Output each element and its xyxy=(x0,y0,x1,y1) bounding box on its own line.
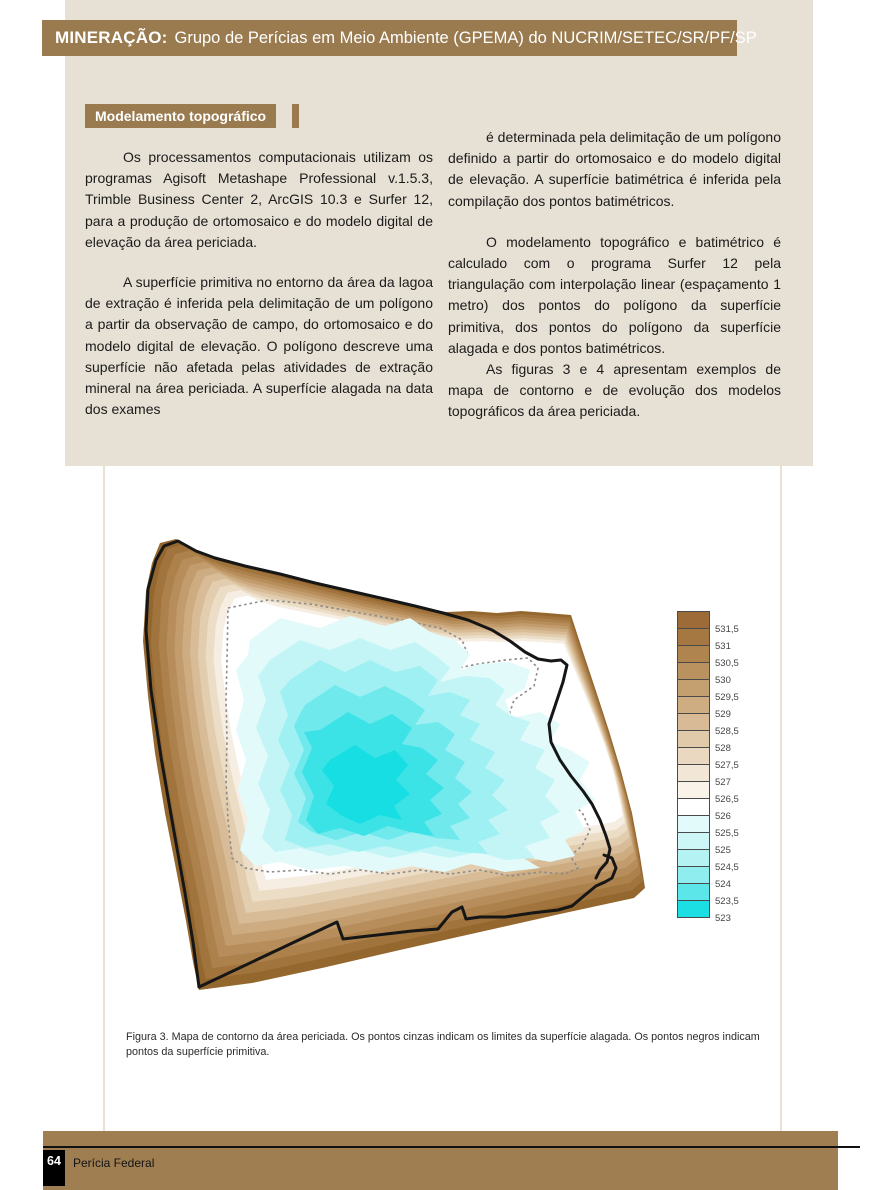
legend xyxy=(677,612,739,924)
legend-swatch xyxy=(677,849,710,867)
legend-label: 527 xyxy=(715,777,731,788)
legend-row xyxy=(677,798,731,822)
legend-cells xyxy=(677,611,739,924)
paragraph: é determinada pela delimitação de um polígono definido a partir do ortomosaico e do modelo digital de elevação. A superfície batimétrica é inferida pela compilação dos pontos batimétricos. xyxy=(448,129,781,209)
legend-label: 523,5 xyxy=(715,896,739,907)
paragraph: O modelamento topográfico e batimétrico é calculado com o programa Surfer 12 pela triangulação com interpolação linear (espaçamento 1 metro) dos pontos do polígono da superfície primitiva, dos pontos do polígono da superfície alagada e dos pontos batimétricos. xyxy=(448,233,781,356)
legend-swatch xyxy=(677,883,710,901)
legend-row xyxy=(677,730,731,754)
paragraph: As figuras 3 e 4 apresentam exemplos de mapa de contorno e de evolução dos modelos topográficos da área periciada. xyxy=(448,361,781,420)
section-title-bar xyxy=(85,104,276,128)
legend-row xyxy=(677,662,731,686)
legend-row xyxy=(677,832,731,856)
footer-bar xyxy=(43,1131,838,1190)
legend-swatch xyxy=(677,798,710,816)
section-title: Modelamento topográfico xyxy=(95,108,267,124)
figure-caption: Figura 3. Mapa de contorno da área periciada. Os pontos cinzas indicam os limites da superfície alagada. Os pontos negros indicam pontos da superfície primitiva. xyxy=(126,1031,760,1058)
legend-swatch xyxy=(677,781,710,799)
paragraph: A superfície primitiva no entorno da área da lagoa de extração é inferida pela delimitação de um polígono a partir da observação de campo, do ortomosaico e do modelo digital de elevação. O polígono descreve uma superfície não afetada pelas atividades de extração mineral na área periciada. A superfície alagada na data dos exames xyxy=(85,274,433,418)
legend-row xyxy=(677,628,731,652)
legend-label: 531,5 xyxy=(715,624,739,635)
legend-swatch xyxy=(677,730,710,748)
header-title: Grupo de Perícias em Meio Ambiente (GPEMA) do NUCRIM/SETEC/SR/PF/SP xyxy=(174,28,757,47)
legend-label: 524 xyxy=(715,879,731,890)
header-bar xyxy=(42,20,757,56)
legend-swatch xyxy=(677,866,710,884)
legend-label: 525,5 xyxy=(715,828,739,839)
legend-swatch xyxy=(677,679,710,697)
legend-label: 526 xyxy=(715,811,731,822)
legend-label: 526,5 xyxy=(715,794,739,805)
footer-rule xyxy=(43,1146,860,1148)
legend-swatch xyxy=(677,696,710,714)
legend-swatch xyxy=(677,611,710,629)
header-tag: MINERAÇÃO: xyxy=(55,28,168,47)
legend-row xyxy=(677,900,731,924)
legend-swatch xyxy=(677,628,710,646)
legend-swatch xyxy=(677,747,710,765)
legend-swatch xyxy=(677,764,710,782)
section-accent-bar xyxy=(292,104,299,128)
legend-row xyxy=(677,696,731,720)
legend-row xyxy=(677,866,731,890)
publication-name: Perícia Federal xyxy=(73,1156,155,1170)
legend-swatch xyxy=(677,662,710,680)
left-column xyxy=(85,147,433,420)
legend-label: 530 xyxy=(715,675,731,686)
legend-label: 529 xyxy=(715,709,731,720)
legend-label: 523 xyxy=(715,913,731,924)
legend-swatch xyxy=(677,713,710,731)
legend-label: 525 xyxy=(715,845,731,856)
legend-label: 527,5 xyxy=(715,760,739,771)
legend-swatch xyxy=(677,900,710,918)
legend-swatch xyxy=(677,832,710,850)
page-number: 64 xyxy=(43,1150,65,1186)
legend-label: 530,5 xyxy=(715,658,739,669)
legend-label: 528,5 xyxy=(715,726,739,737)
legend-label: 528 xyxy=(715,743,731,754)
legend-label: 529,5 xyxy=(715,692,739,703)
legend-swatch xyxy=(677,645,710,663)
legend-swatch xyxy=(677,815,710,833)
right-column xyxy=(448,127,781,423)
legend-row xyxy=(677,611,739,635)
legend-row xyxy=(677,764,731,788)
paragraph: Os processamentos computacionais utilizam os programas Agisoft Metashape Professional v.1.5.3, Trimble Business Center 2, ArcGIS 10.3 e Surfer 12, para a produção de ortomosaico e do modelo digital de elevação da área periciada. xyxy=(85,149,433,250)
legend-label: 531 xyxy=(715,641,731,652)
legend-label: 524,5 xyxy=(715,862,739,873)
